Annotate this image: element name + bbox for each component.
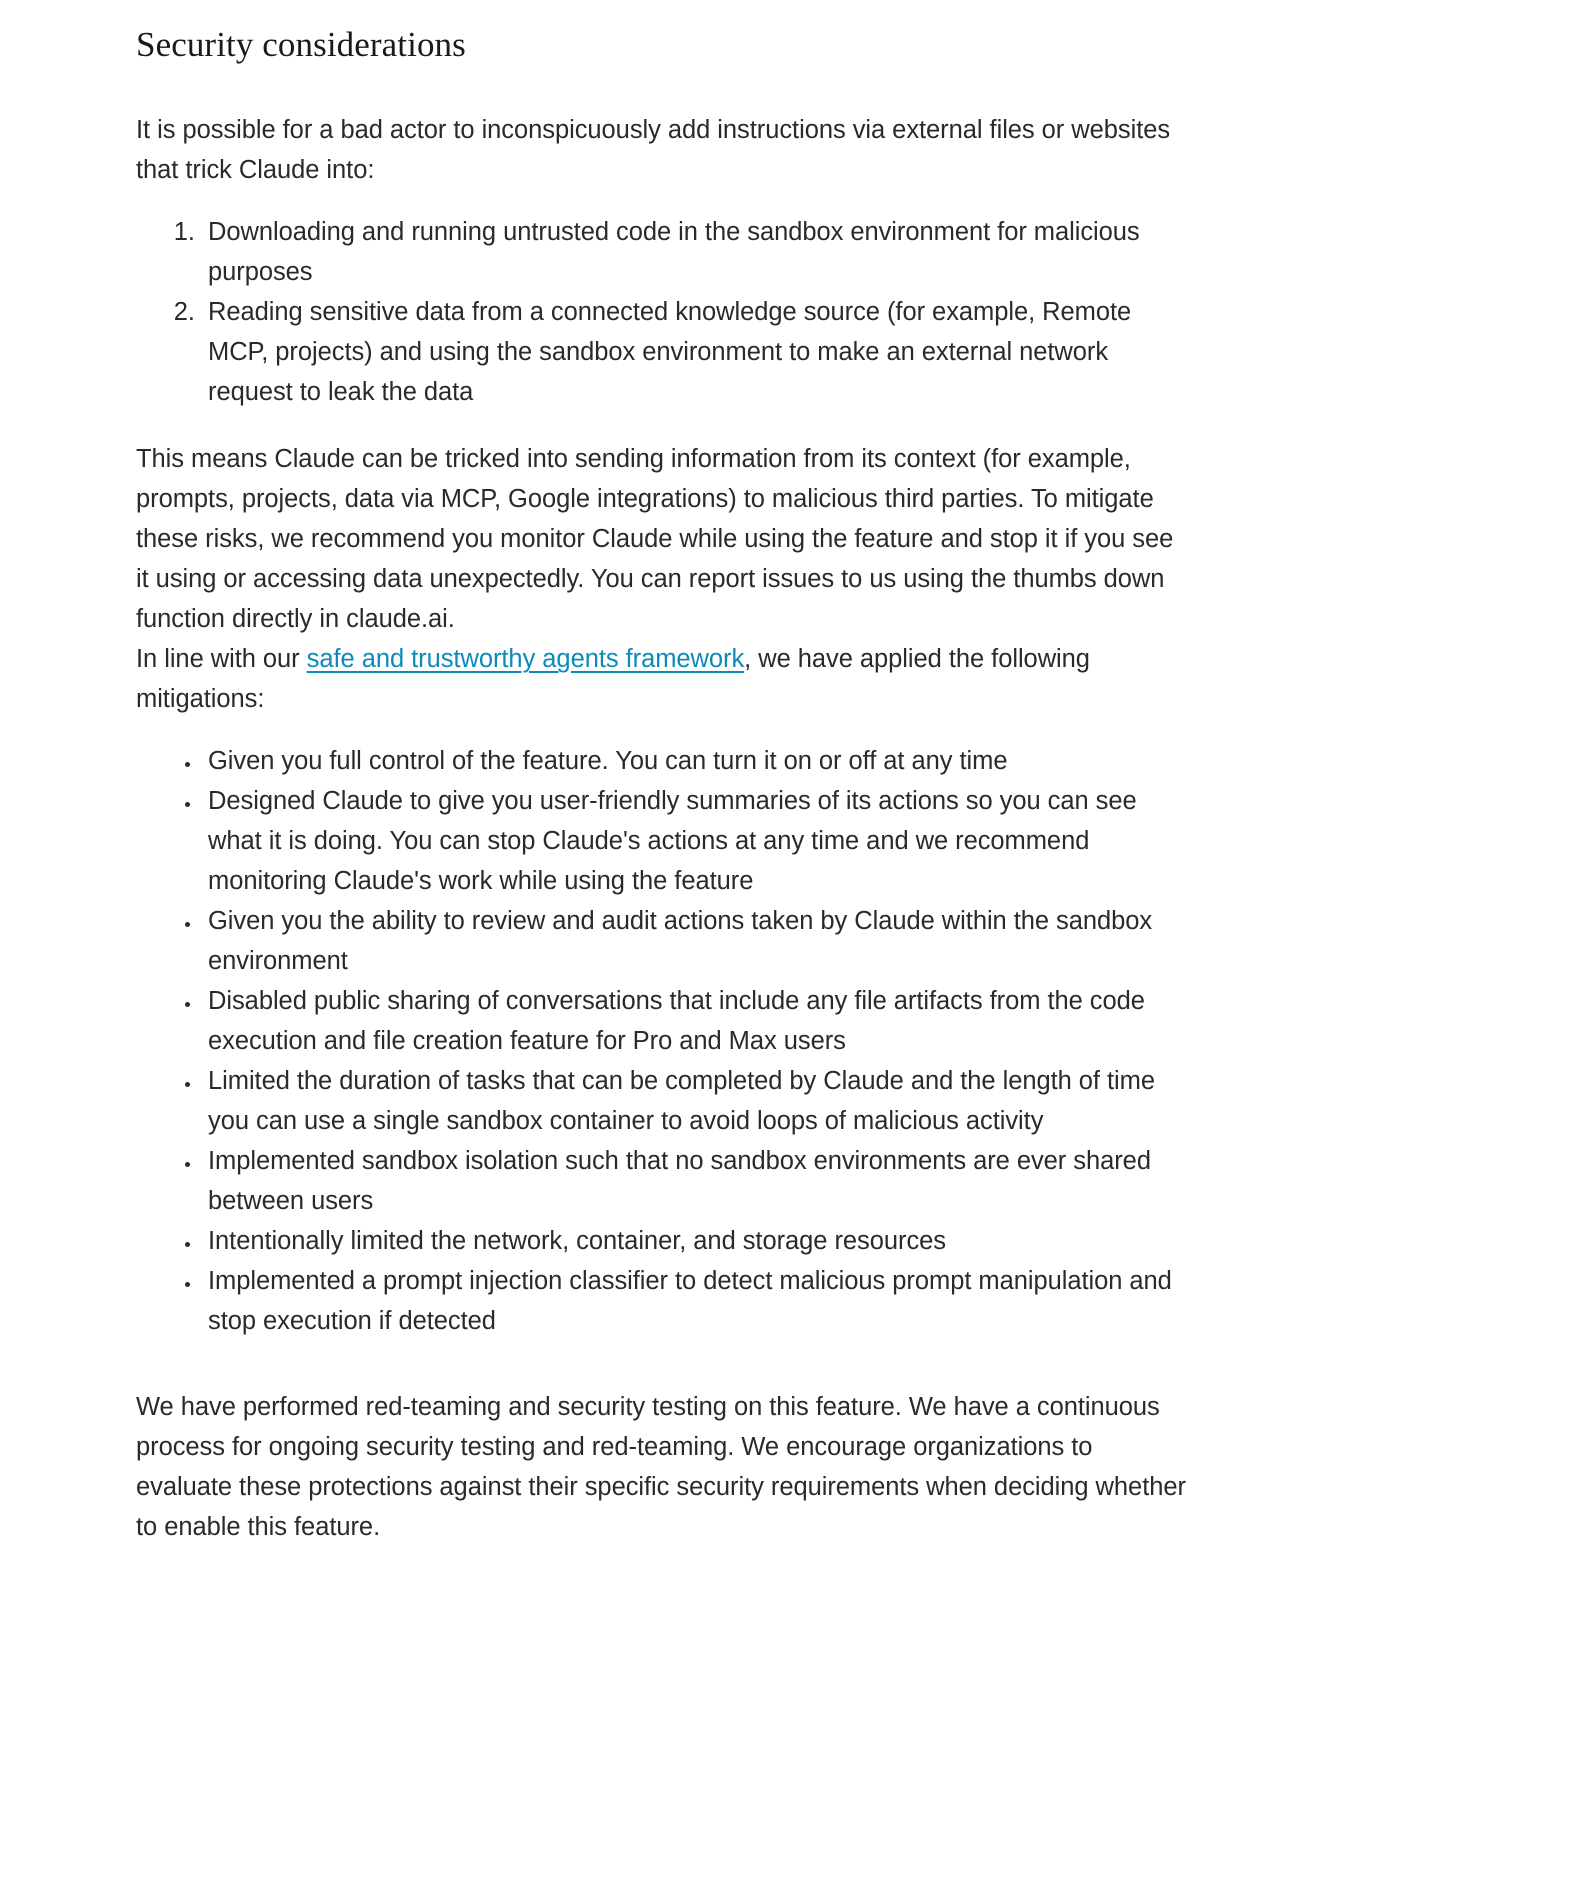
spacer <box>136 719 1192 741</box>
intro-paragraph: It is possible for a bad actor to inconspicuously add instructions via external files or websites that trick Claude into: <box>136 116 1171 185</box>
framework-text-before: In line with our <box>136 645 307 674</box>
mitigations-list <box>136 741 1192 1341</box>
list-item: • Limited the duration of tasks that can be completed by Claude and the length of time you can use a single sandbox container to avoid loops of malicious activity <box>202 1061 1192 1141</box>
list-item: • Implemented sandbox isolation such that no sandbox environments are ever shared between users <box>202 1141 1192 1221</box>
list-item: • Implemented a prompt injection classifier to detect malicious prompt manipulation and stop execution if detected <box>202 1261 1192 1341</box>
spacer <box>136 412 1192 439</box>
framework-text-after: , we have applied the following mitigations: <box>136 645 1090 714</box>
page-title: Security considerations <box>136 25 466 64</box>
list-item: • Intentionally limited the network, container, and storage resources <box>202 1221 1192 1261</box>
list-item: • Designed Claude to give you user-friendly summaries of its actions so you can see what it is doing. You can stop Claude's actions at any time and we recommend monitoring Claude's work while using the feature <box>202 781 1192 901</box>
document-content <box>136 0 1192 1547</box>
spacer <box>136 68 1192 110</box>
closing-paragraph: We have performed red-teaming and security testing on this feature. We have a continuous process for ongoing security testing and red-teaming. We encourage organizations to evaluate these protections against their specific security requirements when deciding whether to enable this feature. <box>136 1393 1186 1542</box>
risk-paragraph: This means Claude can be tricked into sending information from its context (for example, prompts, projects, data via MCP, Google integrations) to malicious third parties. To mitigate these risks, we recommend you monitor Claude while using the feature and stop it if you see it using or accessing data unexpectedly. You can report issues to us using the thumbs down function directly in claude.ai. <box>136 445 1174 634</box>
framework-paragraph <box>136 639 1192 719</box>
list-item: • Given you full control of the feature. You can turn it on or off at any time <box>202 741 1192 781</box>
risk-numbered-list <box>136 212 1192 412</box>
list-item: 2. Reading sensitive data from a connected knowledge source (for example, Remote MCP, projects) and using the sandbox environment to make an external network request to leak the data <box>202 292 1192 412</box>
list-item: 1. Downloading and running untrusted code in the sandbox environment for malicious purposes <box>202 212 1192 292</box>
spacer <box>136 1341 1192 1387</box>
list-item: • Disabled public sharing of conversations that include any file artifacts from the code execution and file creation feature for Pro and Max users <box>202 981 1192 1061</box>
list-item: • Given you the ability to review and audit actions taken by Claude within the sandbox environment <box>202 901 1192 981</box>
safe-and-trustworthy-agents-framework-link[interactable]: safe and trustworthy agents framework <box>306 645 745 674</box>
spacer <box>136 190 1192 212</box>
